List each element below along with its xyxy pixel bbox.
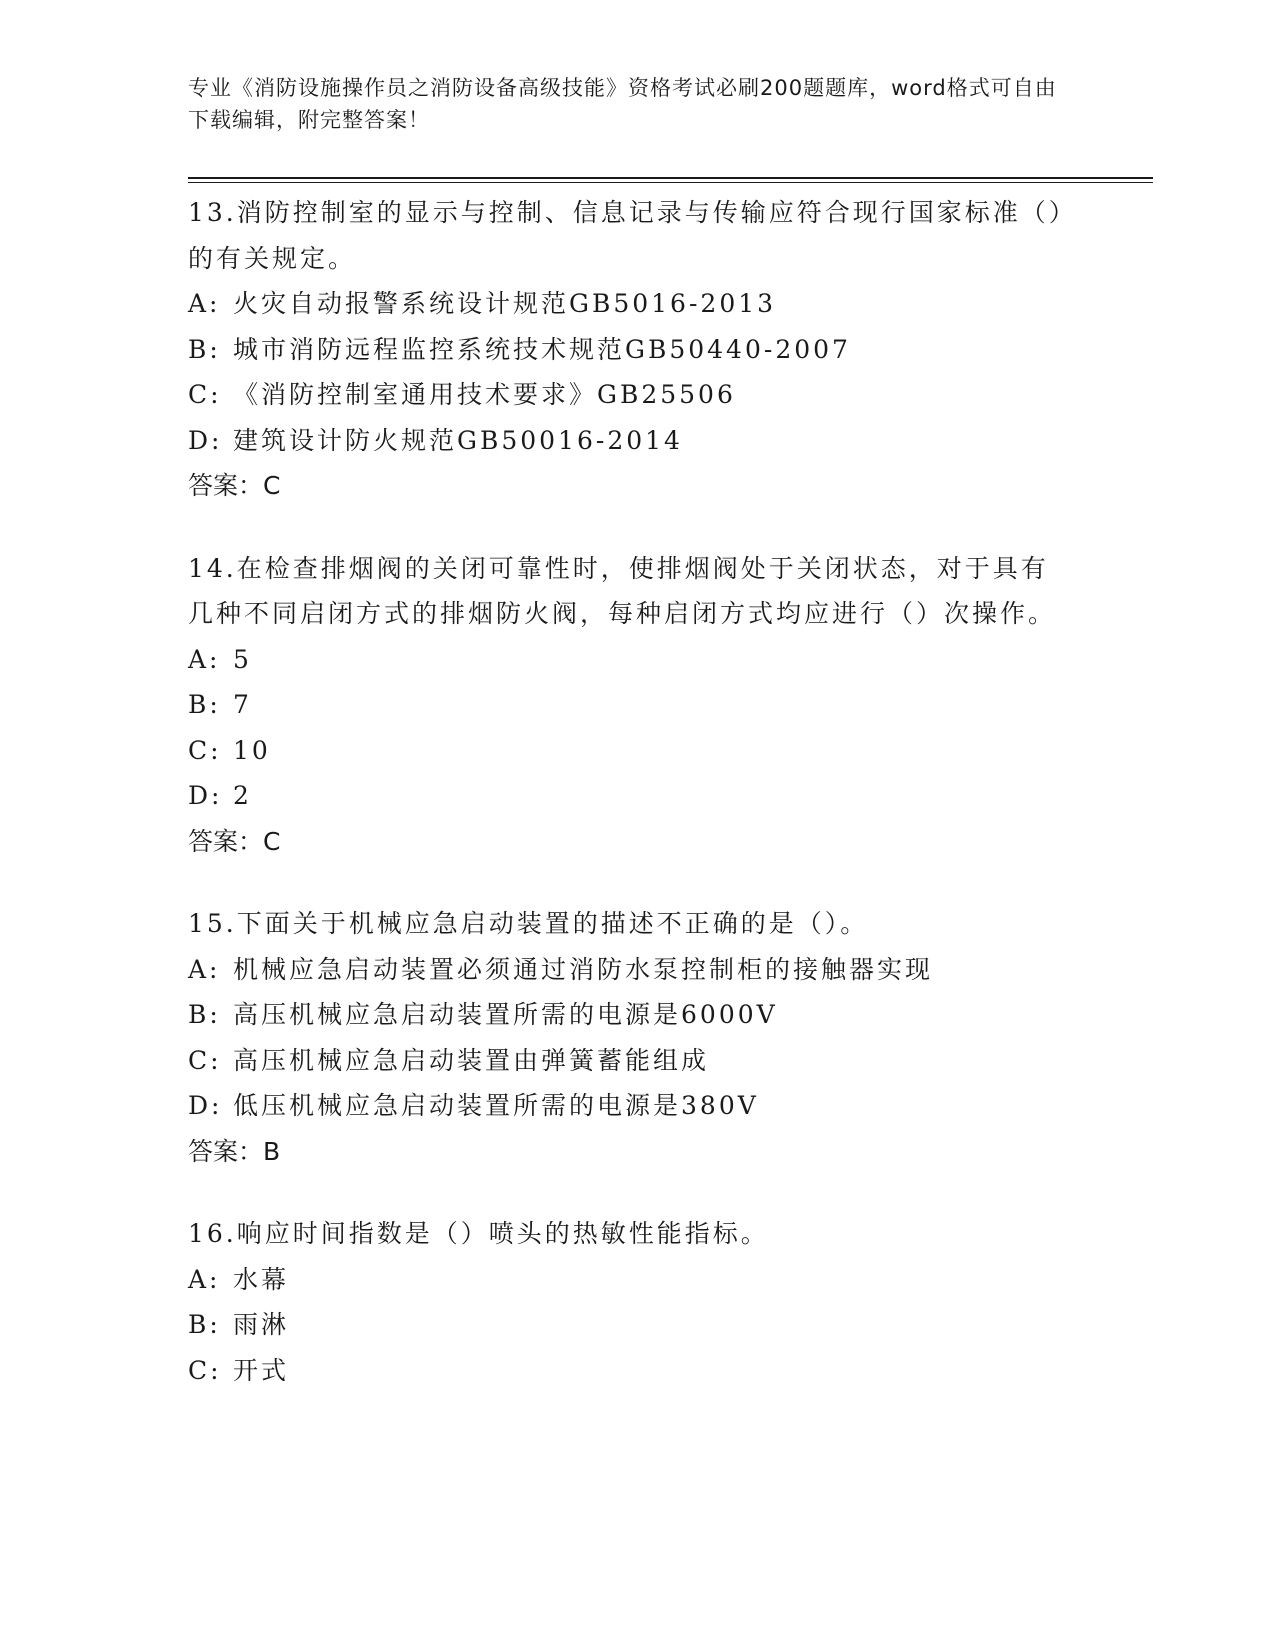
- option-c: [188, 728, 1068, 774]
- option-text: 火灾自动报警系统设计规范GB5016-2013: [233, 289, 777, 318]
- option-c: [188, 1038, 1068, 1084]
- option-letter: B:: [188, 1000, 221, 1029]
- option-letter: C:: [188, 735, 222, 765]
- option-b: [188, 992, 1068, 1038]
- option-text: 高压机械应急启动装置所需的电源是6000V: [233, 1000, 778, 1029]
- option-a: [188, 281, 1068, 327]
- question-16: [188, 1211, 1068, 1393]
- option-text: 2: [233, 781, 252, 810]
- question-15: [188, 901, 1068, 1174]
- header-intro-text: 专业《消防设施操作员之消防设备高级技能》资格考试必刷200题题库，word格式可自由下载编辑，附完整答案！: [188, 76, 1057, 132]
- option-a: [188, 1257, 1068, 1303]
- question-14: [188, 546, 1068, 865]
- option-a: [188, 637, 1068, 683]
- option-text: 雨淋: [233, 1310, 290, 1339]
- option-c: [188, 1348, 1068, 1394]
- option-d: [188, 418, 1068, 464]
- option-letter: A:: [188, 1264, 221, 1294]
- question-stem: 14.在检查排烟阀的关闭可靠性时，使排烟阀处于关闭状态，对于具有几种不同启闭方式的排烟防火阀，每种启闭方式均应进行（）次操作。: [188, 553, 1057, 628]
- answer-line: 答案：C: [188, 826, 281, 856]
- answer-line: 答案：C: [188, 471, 281, 500]
- option-text: 建筑设计防火规范GB50016-2014: [233, 425, 683, 455]
- option-letter: C:: [188, 1045, 222, 1075]
- option-letter: B:: [188, 690, 221, 719]
- option-c: [188, 372, 1068, 418]
- option-text: 水幕: [233, 1264, 290, 1294]
- option-text: 低压机械应急启动装置所需的电源是380V: [233, 1091, 759, 1120]
- question-stem: 15.下面关于机械应急启动装置的描述不正确的是（）。: [188, 909, 869, 938]
- option-text: 城市消防远程监控系统技术规范GB50440-2007: [233, 334, 851, 364]
- option-letter: D:: [188, 781, 223, 810]
- option-letter: B:: [188, 334, 221, 364]
- option-b: [188, 1302, 1068, 1348]
- option-b: [188, 682, 1068, 728]
- option-letter: A:: [188, 289, 221, 318]
- option-text: 10: [233, 735, 271, 765]
- option-b: [188, 327, 1068, 373]
- option-letter: D:: [188, 425, 223, 455]
- question-13: [188, 190, 1068, 509]
- header-divider-thick: [188, 177, 1153, 179]
- option-d: [188, 773, 1068, 819]
- option-letter: C:: [188, 1355, 222, 1385]
- option-a: [188, 947, 1068, 993]
- question-stem: 13.消防控制室的显示与控制、信息记录与传输应符合现行国家标准（）的有关规定。: [188, 198, 1065, 273]
- option-text: 《消防控制室通用技术要求》GB25506: [233, 380, 736, 409]
- option-letter: C:: [188, 380, 222, 409]
- option-letter: A:: [188, 644, 221, 674]
- option-text: 机械应急启动装置必须通过消防水泵控制柜的接触器实现: [233, 954, 934, 984]
- question-stem: 16.响应时间指数是（）喷头的热敏性能指标。: [188, 1219, 769, 1248]
- option-letter: A:: [188, 954, 221, 984]
- option-text: 5: [233, 644, 252, 674]
- option-text: 高压机械应急启动装置由弹簧蓄能组成: [233, 1045, 710, 1075]
- option-letter: B:: [188, 1310, 221, 1339]
- question-list: [188, 190, 1068, 1430]
- header-divider-thin: [188, 182, 1153, 183]
- option-letter: D:: [188, 1091, 223, 1120]
- option-d: [188, 1083, 1068, 1129]
- document-header: [188, 72, 1068, 136]
- option-text: 7: [233, 690, 252, 719]
- option-text: 开式: [233, 1355, 290, 1385]
- answer-line: 答案：B: [188, 1136, 281, 1166]
